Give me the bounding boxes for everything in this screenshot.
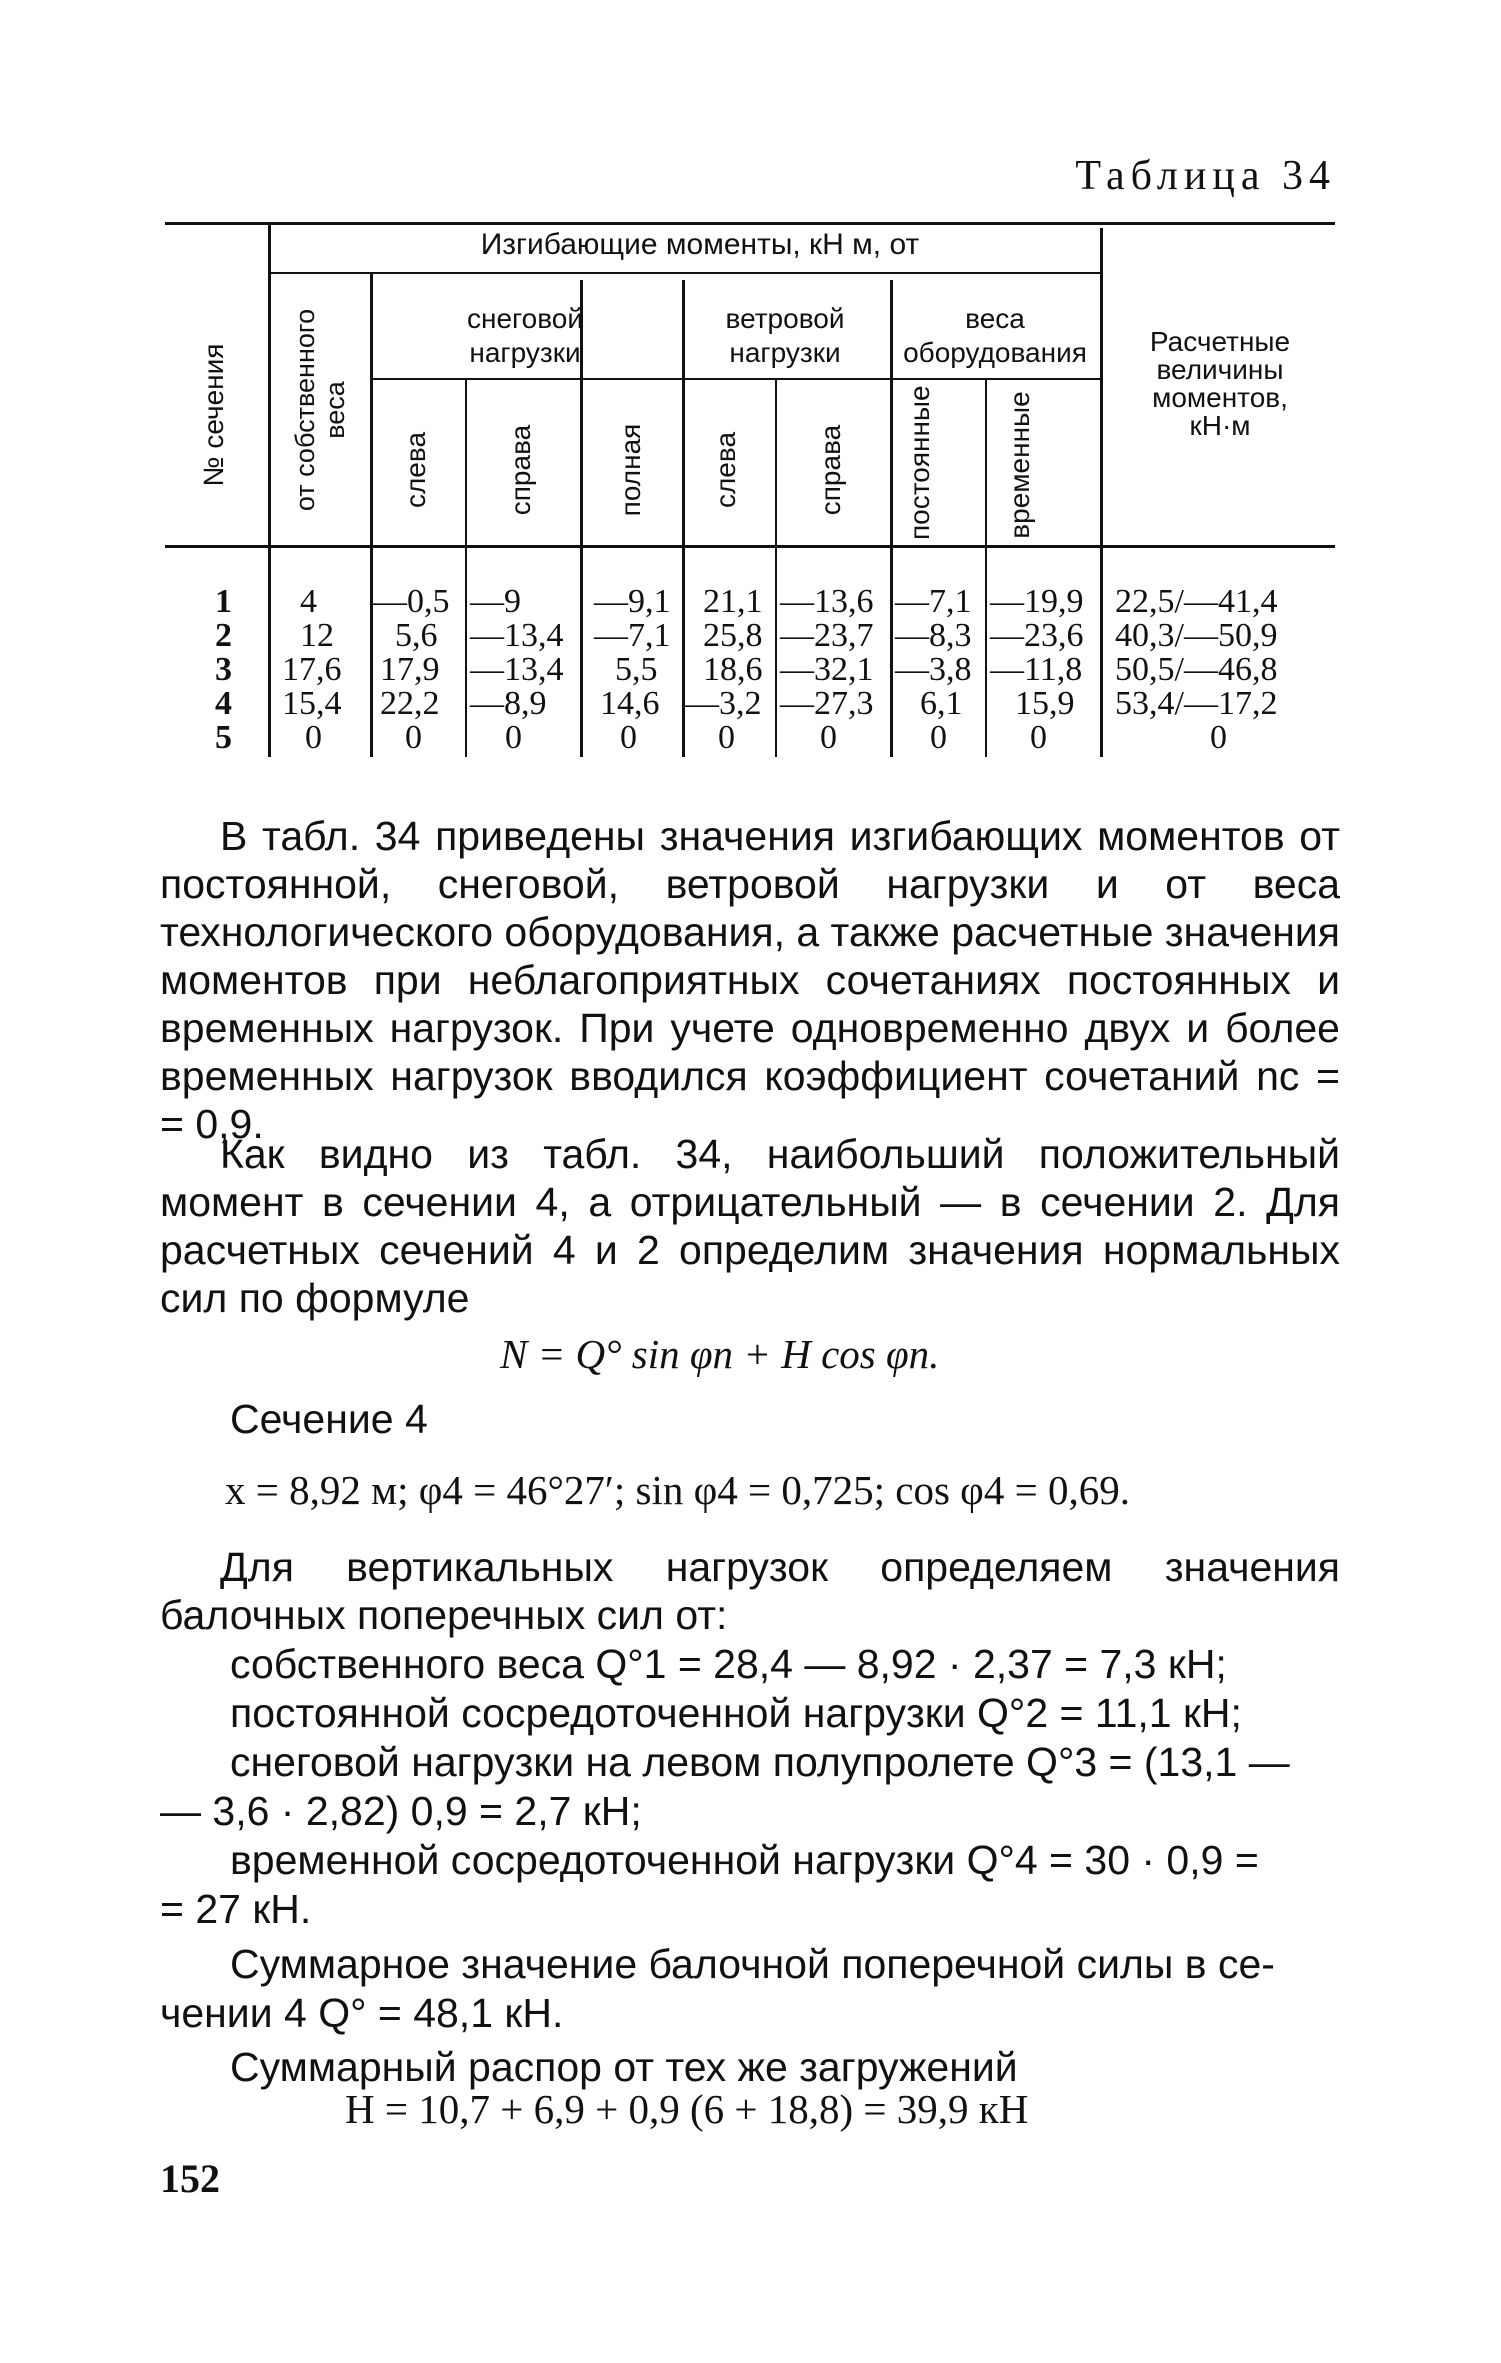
cell-section: 2 bbox=[215, 617, 232, 654]
sub-equip-temp: временные bbox=[1004, 391, 1035, 539]
paragraph-4: Суммарное значение балочной поперечной силы в се- bbox=[230, 1941, 1275, 1987]
paragraph-3: Для вертикальных нагрузок определяем значения балочных поперечных сил от: bbox=[160, 1544, 1340, 1638]
cell-snow-left: 22,2 bbox=[380, 685, 440, 722]
cell-wind-right: —13,6 bbox=[780, 583, 874, 620]
cell-self: 12 bbox=[300, 617, 334, 654]
cell-wind-right: —23,7 bbox=[780, 617, 874, 654]
col-result-header: Расчетные величины моментов, кН·м bbox=[1149, 326, 1291, 441]
table-caption: Таблица 34 bbox=[1075, 153, 1336, 199]
page-number: 152 bbox=[160, 2156, 220, 2201]
paragraph-5: Суммарный распор от тех же загружений bbox=[230, 2044, 1018, 2090]
section-parameters: x = 8,92 м; φ4 = 46°27′; sin φ4 = 0,725; cos φ4 = 0,69. bbox=[225, 1467, 1130, 1513]
cell-section: 5 bbox=[215, 719, 232, 756]
cell-snow-full: —9,1 bbox=[594, 583, 671, 620]
cell-result: 50,5/—46,8 bbox=[1115, 651, 1278, 688]
cell-section: 3 bbox=[215, 651, 232, 688]
formula-normal-force: N = Q° sin φn + H cos φn. bbox=[500, 1331, 940, 1377]
cell-snow-right: —8,9 bbox=[470, 685, 547, 722]
cell-result: 22,5/—41,4 bbox=[1115, 583, 1278, 620]
cell-wind-left: 18,6 bbox=[703, 651, 763, 688]
cell-equip-temp: —23,6 bbox=[990, 617, 1084, 654]
cell-snow-full: 14,6 bbox=[600, 685, 660, 722]
cell-equip-temp: —19,9 bbox=[990, 583, 1084, 620]
paragraph-1: В табл. 34 приведены значения изгибающих моментов от постоянной, снеговой, ветровой нагрузки и от веса технологического оборудования, а также расчетные значения моментов при неблагоприятных сочетаниях постоянных и временных нагрузок. При учете одновременно двух и более временных нагрузок вводился коэффициент сочетаний nc = = 0,9. bbox=[160, 813, 1341, 1147]
cell-snow-full: 5,5 bbox=[615, 651, 658, 688]
sub-wind-right: справа bbox=[815, 424, 846, 516]
cell-wind-right: 0 bbox=[820, 719, 837, 756]
section-title: Сечение 4 bbox=[230, 1396, 428, 1442]
cell-equip-temp: 0 bbox=[1030, 719, 1047, 756]
sub-wind-left: слева bbox=[710, 431, 741, 509]
sub-snow-right: справа bbox=[505, 424, 536, 516]
cell-snow-full: 0 bbox=[620, 719, 637, 756]
group-header: Изгибающие моменты, кН м, от bbox=[480, 228, 920, 261]
cell-wind-left: 25,8 bbox=[703, 617, 763, 654]
cell-equip-temp: 15,9 bbox=[1015, 685, 1075, 722]
cell-equip-const: —3,8 bbox=[895, 651, 972, 688]
cell-section: 1 bbox=[215, 583, 232, 620]
formula-thrust: H = 10,7 + 6,9 + 0,9 (6 + 18,8) = 39,9 кН bbox=[345, 2086, 1029, 2132]
cell-snow-right: —13,4 bbox=[470, 617, 564, 654]
sub-snow-left: слева bbox=[400, 431, 431, 509]
shear-temporary-load-cont: = 27 кН. bbox=[160, 1886, 312, 1932]
cell-snow-left: —0,5 bbox=[373, 583, 450, 620]
cell-section: 4 bbox=[215, 685, 232, 722]
cell-snow-right: —9 bbox=[470, 583, 521, 620]
col-self-weight-header: от собственного веса bbox=[290, 308, 350, 512]
cell-snow-left: 5,6 bbox=[395, 617, 438, 654]
cell-result: 53,4/—17,2 bbox=[1115, 685, 1278, 722]
group-wind-header: ветровой нагрузки bbox=[725, 303, 845, 368]
cell-wind-right: —27,3 bbox=[780, 685, 874, 722]
cell-self: 15,4 bbox=[282, 685, 342, 722]
cell-equip-const: —8,3 bbox=[895, 617, 972, 654]
cell-result: 40,3/—50,9 bbox=[1115, 617, 1278, 654]
shear-snow-load-cont: — 3,6 · 2,82) 0,9 = 2,7 кН; bbox=[160, 1788, 642, 1834]
paragraph-2: Как видно из табл. 34, наибольший положительный момент в сечении 4, а отрицательный — в сечении 2. Для расчетных сечений 4 и 2 определим значения нормальных сил по формуле bbox=[160, 1131, 1340, 1321]
cell-equip-const: 6,1 bbox=[920, 685, 963, 722]
shear-snow-load: снеговой нагрузки на левом полупролете Q°3 = (13,1 — bbox=[230, 1739, 1290, 1785]
cell-wind-left: —3,2 bbox=[685, 685, 762, 722]
shear-self-weight: собственного веса Q°1 = 28,4 — 8,92 · 2,37 = 7,3 кН; bbox=[230, 1641, 1227, 1687]
sub-snow-full: полная bbox=[615, 423, 646, 517]
group-equipment-header: веса оборудования bbox=[903, 303, 1087, 368]
cell-wind-left: 0 bbox=[718, 719, 735, 756]
group-snow-header: снеговой нагрузки bbox=[467, 303, 583, 368]
cell-snow-right: —13,4 bbox=[470, 651, 564, 688]
cell-self: 17,6 bbox=[282, 651, 342, 688]
cell-snow-left: 17,9 bbox=[380, 651, 440, 688]
cell-result: 0 bbox=[1210, 719, 1227, 756]
cell-snow-right: 0 bbox=[505, 719, 522, 756]
cell-wind-right: —32,1 bbox=[780, 651, 874, 688]
paragraph-4-cont: чении 4 Q° = 48,1 кН. bbox=[160, 1990, 564, 2036]
cell-snow-full: —7,1 bbox=[594, 617, 671, 654]
cell-equip-const: —7,1 bbox=[895, 583, 972, 620]
sub-equip-const: постоянные bbox=[904, 385, 935, 540]
cell-snow-left: 0 bbox=[405, 719, 422, 756]
cell-self: 0 bbox=[305, 719, 322, 756]
col-section-header: № сечения bbox=[198, 343, 229, 487]
shear-temporary-load: временной сосредоточенной нагрузки Q°4 = 30 · 0,9 = bbox=[230, 1837, 1259, 1883]
cell-self: 4 bbox=[300, 583, 317, 620]
cell-equip-const: 0 bbox=[930, 719, 947, 756]
cell-equip-temp: —11,8 bbox=[990, 651, 1083, 688]
cell-wind-left: 21,1 bbox=[703, 583, 763, 620]
shear-permanent-load: постоянной сосредоточенной нагрузки Q°2 = 11,1 кН; bbox=[230, 1690, 1242, 1736]
